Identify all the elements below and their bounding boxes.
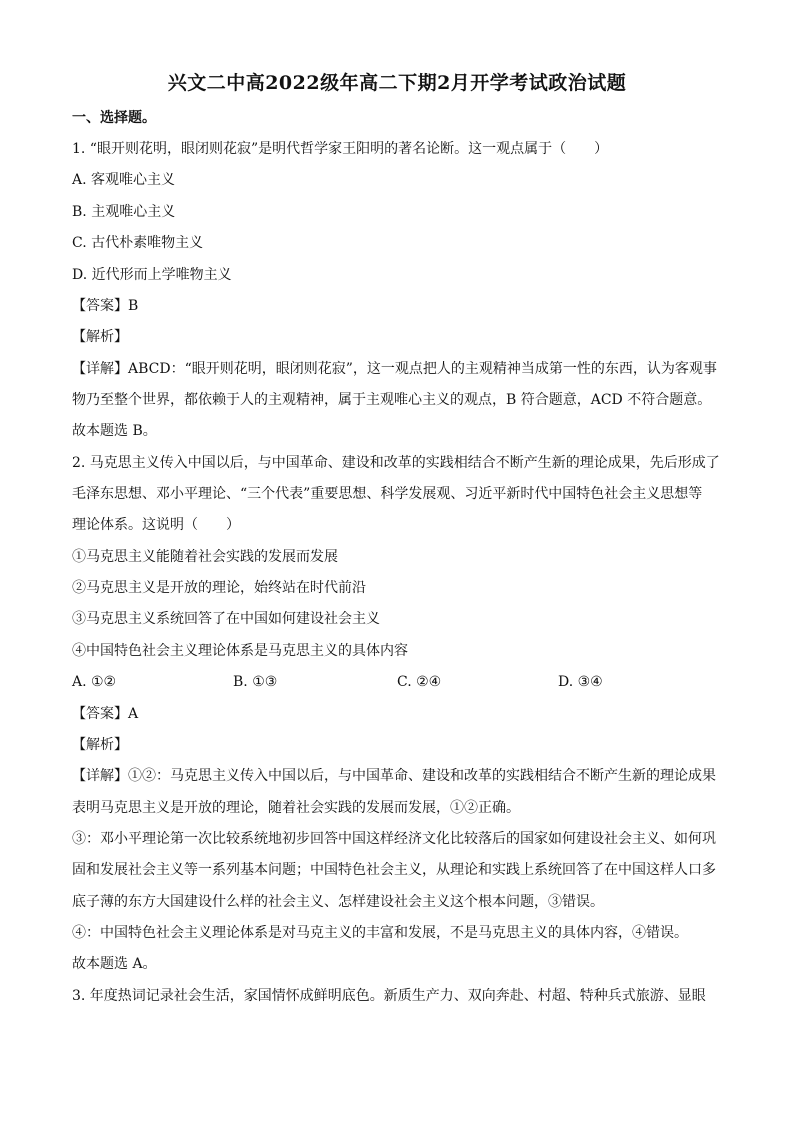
question-2-statement: ①马克思主义能随着社会实践的发展而发展 — [72, 549, 338, 565]
question-2-statement: ③马克思主义系统回答了在中国如何建设社会主义 — [72, 611, 380, 627]
question-1-option-a: A. 客观唯心主义 — [72, 172, 176, 188]
question-2-detail-line: 【详解】①②：马克思主义传入中国以后，与中国革命、建设和改革的实践相结合不断产生新的理论成果 — [72, 768, 716, 784]
question-2-detail-line: 底子薄的东方大国建设什么样的社会主义、怎样建设社会主义这个根本问题，③错误。 — [72, 894, 604, 910]
question-2-statement: ④中国特色社会主义理论体系是马克思主义的具体内容 — [72, 643, 408, 659]
question-1-answer: 【答案】B — [72, 298, 139, 314]
question-1-detail-line: 【详解】ABCD：“眼开则花明，眼闭则花寂”，这一观点把人的主观精神当成第一性的东西，认为客观事 — [72, 361, 717, 377]
question-1-option-b: B. 主观唯心主义 — [72, 204, 176, 220]
question-2-detail-line: ③：邓小平理论第一次比较系统地初步回答中国这样经济文化比较落后的国家如何建设社会主义、如何巩 — [72, 831, 716, 847]
question-1-option-d: D. 近代形而上学唯物主义 — [72, 267, 232, 283]
question-2-analysis-label: 【解析】 — [72, 737, 128, 753]
question-3-stem-line: 3. 年度热词记录社会生活，家国情怀成鲜明底色。新质生产力、双向奔赴、村超、特种兵式旅游、显眼 — [72, 988, 706, 1004]
question-2-detail-line: 表明马克思主义是开放的理论，随着社会实践的发展而发展，①②正确。 — [72, 800, 520, 816]
question-1-analysis-label: 【解析】 — [72, 329, 128, 345]
question-2-stem-line: 理论体系。这说明（ ） — [72, 517, 240, 533]
question-2-stem-line: 毛泽东思想、邓小平理论、“三个代表”重要思想、科学发展观、习近平新时代中国特色社会主义思想等 — [72, 486, 703, 502]
question-1-option-c: C. 古代朴素唯物主义 — [72, 235, 204, 251]
question-2-option-b: B. ①③ — [233, 674, 278, 690]
question-2-stem-line: 2. 马克思主义传入中国以后，与中国革命、建设和改革的实践相结合不断产生新的理论成果，先后形成了 — [72, 455, 720, 471]
question-2-option-d: D. ③④ — [558, 674, 603, 690]
question-1-detail-line: 故本题选 B。 — [72, 423, 157, 439]
page-title: 兴文二中高2022级年高二下期2月开学考试政治试题 — [167, 72, 627, 94]
question-1-stem: 1. “眼开则花明，眼闭则花寂”是明代哲学家王阳明的著名论断。这一观点属于（ ） — [72, 141, 609, 157]
question-2-statement: ②马克思主义是开放的理论，始终站在时代前沿 — [72, 580, 366, 596]
question-2-option-a: A. ①② — [72, 674, 117, 690]
question-2-detail-line: 固和发展社会主义等一系列基本问题；中国特色社会主义，从理论和实践上系统回答了在中国这样人口多 — [72, 862, 716, 878]
question-2-option-c: C. ②④ — [397, 674, 442, 690]
question-2-detail-line: 故本题选 A。 — [72, 956, 157, 972]
question-2-detail-line: ④：中国特色社会主义理论体系是对马克主义的丰富和发展，不是马克思主义的具体内容，④错误。 — [72, 925, 688, 941]
section-heading: 一、选择题。 — [72, 110, 156, 126]
question-1-detail-line: 物乃至整个世界，都依赖于人的主观精神，属于主观唯心主义的观点，B 符合题意，ACD 不符合题意。 — [72, 392, 712, 408]
question-2-answer: 【答案】A — [72, 706, 139, 722]
